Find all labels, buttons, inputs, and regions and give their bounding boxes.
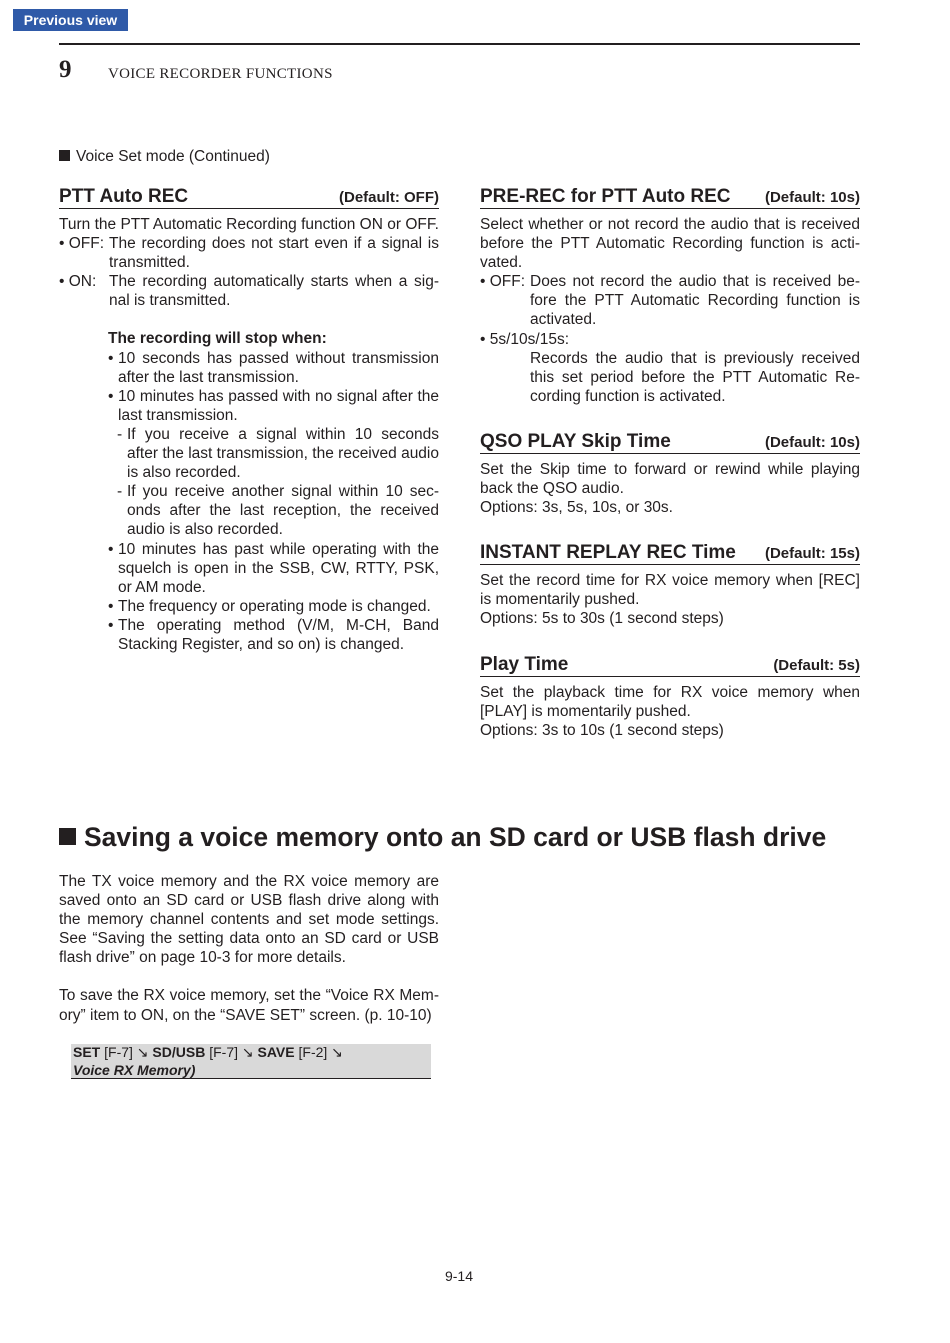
section-title: QSO PLAY Skip Time xyxy=(480,430,671,452)
section-intro: Turn the PTT Automatic Recording function ON or OFF. xyxy=(59,216,439,233)
chapter-number: 9 xyxy=(59,56,72,83)
section-default: (Default: OFF) xyxy=(339,189,439,206)
left-column xyxy=(59,185,439,654)
saving-paragraph-1: The TX voice memory and the RX voice memory are saved onto an SD card or USB flash drive along with the memory channel contents and set mode settings. See “Saving the setting data onto an SD card or USB flash drive” on page 10-3 for more details. xyxy=(59,873,439,967)
section-text: Set the record time for RX voice memory when [REC] is momentarily pushed. xyxy=(480,572,860,609)
option-off: • OFF: The recording does not start even if a signal is transmitted. xyxy=(59,235,439,272)
list-item: • 10 minutes has past while operating with the squelch is open in the SSB, CW, RTTY, PSK, or AM mode. xyxy=(108,540,439,596)
section-default: (Default: 15s) xyxy=(764,545,860,563)
arrow-icon: ↘ xyxy=(136,1044,149,1060)
section-options: Options: 3s, 5s, 10s, or 30s. xyxy=(480,499,673,517)
list-item: • The frequency or operating mode is changed. xyxy=(108,597,431,615)
sub-list-item: - If you receive a signal within 10 seconds after the last transmission, the received audio is also recorded. xyxy=(117,425,439,482)
play-time-header xyxy=(480,653,860,677)
stop-heading: The recording will stop when: xyxy=(108,330,327,348)
section-default: (Default: 10s) xyxy=(764,189,860,206)
saving-heading: Saving a voice memory onto an SD card or USB flash drive xyxy=(59,822,826,853)
section-title: PRE-REC for PTT Auto REC xyxy=(480,186,731,207)
instant-replay-header xyxy=(480,541,860,565)
arrow-icon: ↘ xyxy=(331,1044,343,1060)
section-text: Set the playback time for RX voice memory when [PLAY] is momentarily pushed. xyxy=(480,683,860,720)
continued-label: Voice Set mode (Continued) xyxy=(59,148,270,166)
section-text: Set the Skip time to forward or rewind while playing back the QSO audio. xyxy=(480,460,860,498)
menu-path-line-1: SET [F-7] ↘ SD/USB [F-7] ↘ SAVE [F-2] ↘ xyxy=(73,1044,343,1060)
previous-view-button[interactable]: Previous view xyxy=(13,9,128,31)
section-default: (Default: 10s) xyxy=(764,433,860,451)
menu-path-line-2: Voice RX Memory) xyxy=(73,1061,196,1078)
section-default: (Default: 5s) xyxy=(773,656,860,674)
ptt-auto-rec-header xyxy=(59,185,439,209)
saving-paragraph-2: To save the RX voice memory, set the “Voice RX Mem-ory” item to ON, on the “SAVE SET” screen. (p. 10-10) xyxy=(59,987,439,1024)
section-options: Options: 5s to 30s (1 second steps) xyxy=(480,610,724,628)
sub-list-item: - If you receive another signal within 10 sec-onds after the last reception, the received audio is also recorded. xyxy=(117,483,439,539)
option-on: • ON: The recording automatically starts when a sig-nal is transmitted. xyxy=(59,273,439,310)
chapter-title: VOICE RECORDER FUNCTIONS xyxy=(108,66,333,82)
section-title: INSTANT REPLAY REC Time xyxy=(480,542,736,564)
menu-path xyxy=(71,1044,431,1079)
list-item: • The operating method (V/M, M-CH, Band Stacking Register, and so on) is changed. xyxy=(108,616,439,653)
square-bullet-icon xyxy=(59,828,76,845)
option-periods-key: • 5s/10s/15s: xyxy=(480,330,570,348)
list-item: • 10 minutes has passed with no signal after the last transmission. xyxy=(108,387,439,424)
qso-play-header xyxy=(480,430,860,454)
section-intro: Select whether or not record the audio that is received before the PTT Automatic Recording function is acti-vated. xyxy=(480,216,860,272)
arrow-icon: ↘ xyxy=(241,1044,254,1060)
page-number: 9-14 xyxy=(444,1268,474,1284)
option-periods-text: Records the audio that is previously received this set period before the PTT Automatic Re-cording function is activated. xyxy=(530,349,860,405)
right-column xyxy=(480,185,860,740)
list-item: • 10 seconds has passed without transmission after the last transmission. xyxy=(108,349,439,386)
saving-body xyxy=(59,872,439,1025)
header-rule xyxy=(59,43,860,45)
option-off: • OFF: Does not record the audio that is received be-fore the PTT Automatic Recording function is activated. xyxy=(480,273,860,329)
section-title: PTT Auto REC xyxy=(59,186,189,207)
section-options: Options: 3s to 10s (1 second steps) xyxy=(480,721,724,739)
prerec-header xyxy=(480,185,860,209)
section-title: Play Time xyxy=(480,653,569,675)
square-bullet-icon xyxy=(59,150,70,161)
